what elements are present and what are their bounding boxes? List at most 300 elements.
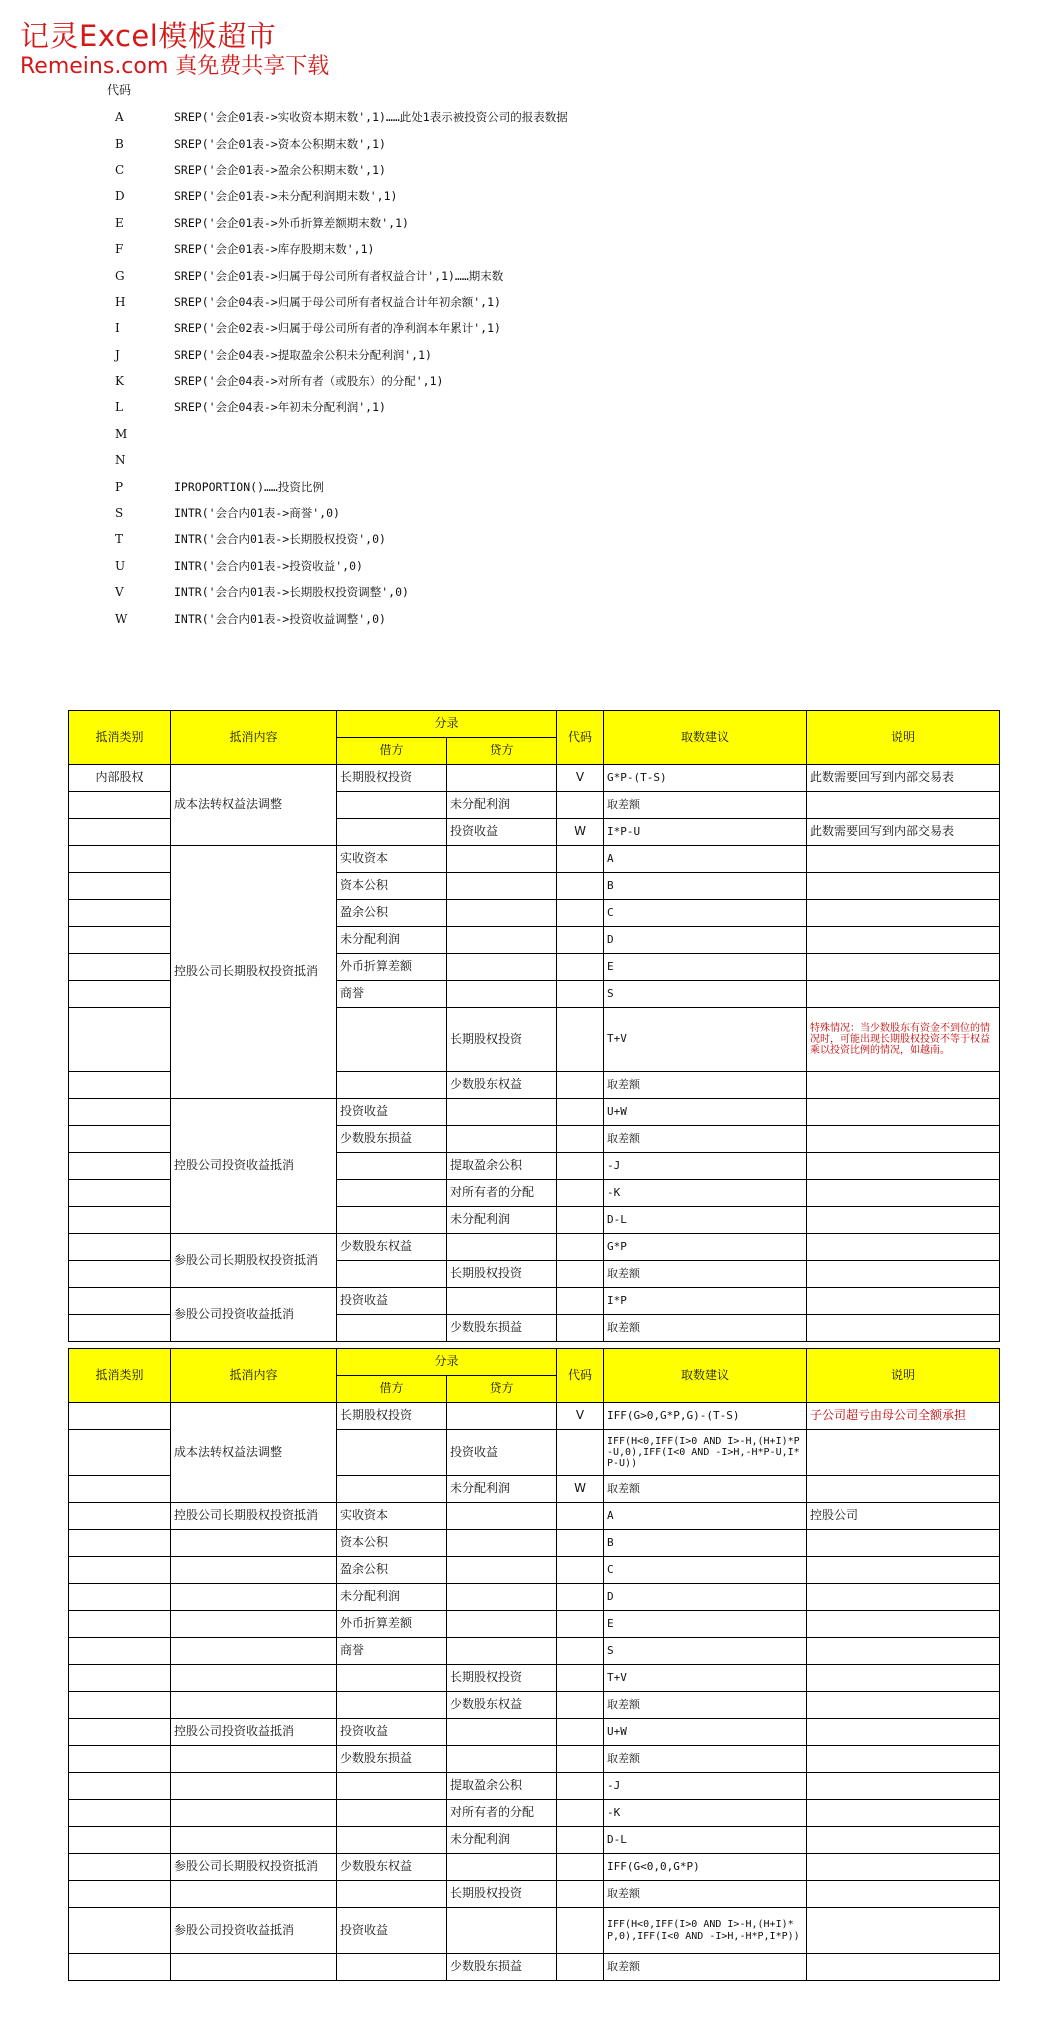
debit-cell: 少数股东权益: [337, 1854, 447, 1881]
credit-cell: [447, 954, 557, 981]
note-cell: [807, 1476, 1000, 1503]
note-cell: [807, 1638, 1000, 1665]
group-label: 参股公司投资收益抵消: [171, 1908, 337, 1954]
code-row: [115, 315, 568, 341]
group-label: 控股公司投资收益抵消: [171, 1099, 337, 1234]
code-key: L: [115, 400, 123, 415]
code-cell: V: [557, 765, 604, 792]
debit-cell: [337, 1773, 447, 1800]
code-formula: INTR('会合内01表->商誉',0): [174, 506, 340, 521]
code-key: B: [115, 136, 124, 151]
note-cell: 此数需要回写到内部交易表: [807, 765, 1000, 792]
debit-cell: [337, 1881, 447, 1908]
suggest-cell: 取差额: [604, 1954, 807, 1981]
suggest-cell: -K: [604, 1180, 807, 1207]
group-cell: [171, 1881, 337, 1908]
code-cell: [557, 846, 604, 873]
debit-cell: [337, 792, 447, 819]
header-suggest: 取数建议: [604, 1349, 807, 1403]
code-key: N: [115, 453, 126, 468]
code-cell: [557, 1072, 604, 1099]
header-credit: 贷方: [447, 1376, 557, 1403]
suggest-cell: U+W: [604, 1719, 807, 1746]
code-key: C: [115, 162, 125, 177]
debit-cell: [337, 1665, 447, 1692]
code-formula: INTR('会合内01表->投资收益调整',0): [174, 611, 386, 626]
code-cell: [557, 1908, 604, 1954]
category-cell: [69, 1315, 171, 1342]
suggest-cell: B: [604, 873, 807, 900]
credit-cell: 未分配利润: [447, 1827, 557, 1854]
category-cell: [69, 1008, 171, 1072]
code-row: [115, 289, 568, 315]
suggest-cell: A: [604, 846, 807, 873]
code-cell: [557, 1773, 604, 1800]
category-cell: [69, 873, 171, 900]
debit-cell: 盈余公积: [337, 900, 447, 927]
debit-cell: [337, 1692, 447, 1719]
code-cell: [557, 954, 604, 981]
code-cell: [557, 1288, 604, 1315]
code-formula: SREP('会企01表->归属于母公司所有者权益合计',1)……期末数: [174, 268, 504, 283]
code-formula: SREP('会企01表->实收资本期末数',1)……此处1表示被投资公司的报表数据: [174, 110, 568, 125]
header-code: 代码: [557, 1349, 604, 1403]
note-cell: [807, 846, 1000, 873]
code-cell: [557, 927, 604, 954]
group-label: 控股公司长期股权投资抵消: [171, 1503, 337, 1530]
code-cell: [557, 1692, 604, 1719]
code-cell: [557, 1584, 604, 1611]
code-formula: INTR('会合内01表->投资收益',0): [174, 558, 363, 573]
credit-cell: [447, 1126, 557, 1153]
code-cell: [557, 1180, 604, 1207]
code-cell: [557, 1530, 604, 1557]
code-key: P: [115, 479, 124, 494]
code-row: [115, 104, 568, 130]
debit-cell: 资本公积: [337, 1530, 447, 1557]
credit-cell: [447, 1611, 557, 1638]
code-cell: [557, 1207, 604, 1234]
credit-cell: 提取盈余公积: [447, 1153, 557, 1180]
suggest-cell: E: [604, 954, 807, 981]
code-key: V: [115, 585, 124, 600]
credit-cell: [447, 1530, 557, 1557]
debit-cell: 实收资本: [337, 846, 447, 873]
code-formula: SREP('会企04表->归属于母公司所有者权益合计年初余额',1): [174, 294, 501, 309]
category-cell: [69, 1954, 171, 1981]
code-cell: [557, 1611, 604, 1638]
code-row: [115, 579, 568, 605]
suggest-cell: E: [604, 1611, 807, 1638]
category-cell: [69, 1072, 171, 1099]
code-formula: IPROPORTION()……投资比例: [174, 479, 324, 494]
header-code: 代码: [557, 711, 604, 765]
debit-cell: [337, 1827, 447, 1854]
category-cell: [69, 1180, 171, 1207]
code-row: [115, 553, 568, 579]
code-row: [115, 183, 568, 209]
category-cell: [69, 927, 171, 954]
debit-cell: 投资收益: [337, 1719, 447, 1746]
category-cell: [69, 1692, 171, 1719]
debit-cell: 长期股权投资: [337, 765, 447, 792]
category-cell: [69, 1430, 171, 1476]
group-label: 成本法转权益法调整: [171, 1403, 337, 1503]
code-cell: [557, 1557, 604, 1584]
suggest-cell: B: [604, 1530, 807, 1557]
note-cell: [807, 1827, 1000, 1854]
group-cell: [171, 1954, 337, 1981]
credit-cell: [447, 1503, 557, 1530]
category-cell: [69, 1234, 171, 1261]
watermark-subtitle: Remeins.com 真免费共享下载: [20, 54, 330, 79]
code-cell: [557, 1503, 604, 1530]
credit-cell: [447, 873, 557, 900]
category-cell: [69, 1665, 171, 1692]
suggest-cell: U+W: [604, 1099, 807, 1126]
group-label: 参股公司长期股权投资抵消: [171, 1234, 337, 1288]
category-cell: [69, 954, 171, 981]
debit-cell: 实收资本: [337, 1503, 447, 1530]
suggest-cell: 取差额: [604, 1746, 807, 1773]
group-cell: [171, 1665, 337, 1692]
note-cell: [807, 1746, 1000, 1773]
code-cell: [557, 1665, 604, 1692]
code-cell: W: [557, 819, 604, 846]
code-cell: [557, 1234, 604, 1261]
debit-cell: [337, 1476, 447, 1503]
note-cell: [807, 1719, 1000, 1746]
suggest-cell: 取差额: [604, 1476, 807, 1503]
note-cell: [807, 1530, 1000, 1557]
debit-cell: 长期股权投资: [337, 1403, 447, 1430]
credit-cell: 对所有者的分配: [447, 1180, 557, 1207]
code-row: [115, 157, 568, 183]
credit-cell: [447, 1719, 557, 1746]
debit-cell: [337, 1008, 447, 1072]
debit-cell: 投资收益: [337, 1099, 447, 1126]
credit-cell: [447, 1584, 557, 1611]
debit-cell: [337, 1800, 447, 1827]
note-cell: [807, 1126, 1000, 1153]
code-row: [115, 210, 568, 236]
category-cell: [69, 1099, 171, 1126]
note-cell: [807, 981, 1000, 1008]
code-cell: V: [557, 1403, 604, 1430]
code-cell: [557, 1800, 604, 1827]
category-cell: [69, 1503, 171, 1530]
debit-cell: 商誉: [337, 1638, 447, 1665]
suggest-cell: 取差额: [604, 1881, 807, 1908]
credit-cell: 少数股东权益: [447, 1692, 557, 1719]
elimination-table-2: [68, 1348, 1000, 1981]
suggest-cell: C: [604, 1557, 807, 1584]
code-key: S: [115, 506, 124, 521]
credit-cell: 长期股权投资: [447, 1008, 557, 1072]
code-cell: [557, 1854, 604, 1881]
note-cell: [807, 1557, 1000, 1584]
header-type: 抵消类别: [69, 711, 171, 765]
group-cell: [171, 1611, 337, 1638]
watermark-title: 记灵Excel模板超市: [20, 19, 277, 53]
category-cell: [69, 1584, 171, 1611]
note-cell: [807, 1908, 1000, 1954]
debit-cell: 少数股东损益: [337, 1126, 447, 1153]
code-cell: [557, 900, 604, 927]
note-cell: [807, 1234, 1000, 1261]
note-cell: [807, 1773, 1000, 1800]
category-cell: [69, 1530, 171, 1557]
code-key: M: [115, 426, 128, 441]
suggest-cell: IFF(G<0,0,G*P): [604, 1854, 807, 1881]
category-cell: [69, 1126, 171, 1153]
suggest-cell: 取差额: [604, 792, 807, 819]
code-cell: [557, 1126, 604, 1153]
group-cell: [171, 1557, 337, 1584]
note-cell: [807, 1207, 1000, 1234]
credit-cell: 投资收益: [447, 1430, 557, 1476]
category-cell: [69, 846, 171, 873]
code-cell: [557, 1430, 604, 1476]
note-cell: 特殊情况：当少数股东有资金不到位的情况时，可能出现长期股权投资不等于权益乘以投资比例的情况，如越南。: [807, 1008, 1000, 1072]
credit-cell: 投资收益: [447, 819, 557, 846]
credit-cell: [447, 1908, 557, 1954]
credit-cell: [447, 1854, 557, 1881]
code-row: [115, 394, 568, 420]
credit-cell: 未分配利润: [447, 792, 557, 819]
credit-cell: [447, 846, 557, 873]
code-cell: W: [557, 1476, 604, 1503]
code-cell: [557, 1746, 604, 1773]
note-cell: [807, 1315, 1000, 1342]
code-row: [115, 421, 568, 447]
code-key: E: [115, 215, 124, 230]
note-cell: [807, 1881, 1000, 1908]
credit-cell: 长期股权投资: [447, 1261, 557, 1288]
code-row: [115, 236, 568, 262]
code-formula: INTR('会合内01表->长期股权投资调整',0): [174, 585, 409, 600]
group-label: 参股公司长期股权投资抵消: [171, 1854, 337, 1881]
code-formula: SREP('会企01表->外币折算差额期末数',1): [174, 215, 409, 230]
header-debit: 借方: [337, 1376, 447, 1403]
note-cell: 此数需要回写到内部交易表: [807, 819, 1000, 846]
code-cell: [557, 873, 604, 900]
code-formula: SREP('会企04表->年初未分配利润',1): [174, 400, 386, 415]
code-cell: [557, 1827, 604, 1854]
header-credit: 贷方: [447, 738, 557, 765]
debit-cell: [337, 1180, 447, 1207]
suggest-cell: -J: [604, 1153, 807, 1180]
suggest-cell: D-L: [604, 1827, 807, 1854]
code-key: U: [115, 558, 126, 573]
code-row: [115, 342, 568, 368]
credit-cell: 长期股权投资: [447, 1881, 557, 1908]
suggest-cell: 取差额: [604, 1126, 807, 1153]
suggest-cell: A: [604, 1503, 807, 1530]
note-cell: [807, 1430, 1000, 1476]
suggest-cell: G*P-(T-S): [604, 765, 807, 792]
group-cell: [171, 1692, 337, 1719]
debit-cell: [337, 1954, 447, 1981]
note-cell: [807, 1611, 1000, 1638]
suggest-cell: D: [604, 927, 807, 954]
category-cell: [69, 1153, 171, 1180]
code-row: [115, 605, 568, 631]
suggest-cell: S: [604, 1638, 807, 1665]
category-cell: [69, 1557, 171, 1584]
group-cell: [171, 1530, 337, 1557]
credit-cell: [447, 981, 557, 1008]
debit-cell: 外币折算差额: [337, 1611, 447, 1638]
note-cell: [807, 873, 1000, 900]
code-row: [115, 473, 568, 499]
debit-cell: 商誉: [337, 981, 447, 1008]
note-cell: [807, 900, 1000, 927]
category-cell: [69, 1638, 171, 1665]
code-row: [115, 526, 568, 552]
category-cell: [69, 1773, 171, 1800]
code-row: [115, 262, 568, 288]
code-cell: [557, 1638, 604, 1665]
category-cell: [69, 819, 171, 846]
credit-cell: [447, 1288, 557, 1315]
code-formula: SREP('会企02表->归属于母公司所有者的净利润本年累计',1): [174, 321, 501, 336]
category-cell: [69, 1800, 171, 1827]
suggest-cell: S: [604, 981, 807, 1008]
code-formula: SREP('会企01表->未分配利润期末数',1): [174, 189, 398, 204]
suggest-cell: IFF(G>0,G*P,G)-(T-S): [604, 1403, 807, 1430]
note-cell: 控股公司: [807, 1503, 1000, 1530]
code-key: W: [115, 611, 128, 626]
credit-cell: [447, 1638, 557, 1665]
debit-cell: 少数股东损益: [337, 1746, 447, 1773]
note-cell: [807, 1261, 1000, 1288]
credit-cell: 对所有者的分配: [447, 1800, 557, 1827]
category-cell: [69, 981, 171, 1008]
code-cell: [557, 1153, 604, 1180]
header-type: 抵消类别: [69, 1349, 171, 1403]
category-cell: [69, 1908, 171, 1954]
code-key: A: [115, 110, 124, 125]
suggest-cell: -K: [604, 1800, 807, 1827]
header-entry: 分录: [337, 711, 557, 738]
code-cell: [557, 1954, 604, 1981]
code-cell: [557, 1315, 604, 1342]
code-cell: [557, 1008, 604, 1072]
note-cell: [807, 927, 1000, 954]
note-cell: 子公司超亏由母公司全额承担: [807, 1403, 1000, 1430]
group-cell: [171, 1827, 337, 1854]
group-cell: [171, 1638, 337, 1665]
credit-cell: 少数股东损益: [447, 1954, 557, 1981]
credit-cell: 少数股东损益: [447, 1315, 557, 1342]
category-cell: [69, 900, 171, 927]
code-row: [115, 368, 568, 394]
suggest-cell: D-L: [604, 1207, 807, 1234]
group-cell: [171, 1746, 337, 1773]
code-key: T: [115, 532, 124, 547]
suggest-cell: IFF(H<0,IFF(I>0 AND I>-H,(H+I)*P-U,0),IFF(I<0 AND -I>H,-H*P-U,I*P-U)): [604, 1430, 807, 1476]
suggest-cell: IFF(H<0,IFF(I>0 AND I>-H,(H+I)*P,0),IFF(I<0 AND -I>H,-H*P,I*P)): [604, 1908, 807, 1954]
debit-cell: [337, 1072, 447, 1099]
suggest-cell: 取差额: [604, 1261, 807, 1288]
credit-cell: [447, 900, 557, 927]
note-cell: [807, 792, 1000, 819]
code-key: J: [115, 347, 120, 362]
code-row: [115, 500, 568, 526]
code-formula: SREP('会企01表->库存股期末数',1): [174, 242, 375, 257]
code-cell: [557, 1261, 604, 1288]
credit-cell: 提取盈余公积: [447, 1773, 557, 1800]
debit-cell: 投资收益: [337, 1908, 447, 1954]
suggest-cell: 取差额: [604, 1315, 807, 1342]
group-cell: [171, 1584, 337, 1611]
code-cell: [557, 1881, 604, 1908]
header-debit: 借方: [337, 738, 447, 765]
note-cell: [807, 1153, 1000, 1180]
debit-cell: [337, 1153, 447, 1180]
debit-cell: [337, 1261, 447, 1288]
header-suggest: 取数建议: [604, 711, 807, 765]
credit-cell: [447, 927, 557, 954]
credit-cell: 未分配利润: [447, 1207, 557, 1234]
debit-cell: 少数股东权益: [337, 1234, 447, 1261]
suggest-cell: T+V: [604, 1008, 807, 1072]
note-cell: [807, 954, 1000, 981]
code-key: G: [115, 268, 125, 283]
header-note: 说明: [807, 1349, 1000, 1403]
code-key: F: [115, 242, 124, 257]
category-cell: [69, 1719, 171, 1746]
category-cell: [69, 1261, 171, 1288]
note-cell: [807, 1180, 1000, 1207]
suggest-cell: D: [604, 1584, 807, 1611]
note-cell: [807, 1099, 1000, 1126]
header-entry: 分录: [337, 1349, 557, 1376]
category-cell: [69, 1881, 171, 1908]
debit-cell: [337, 1430, 447, 1476]
note-cell: [807, 1854, 1000, 1881]
suggest-cell: -J: [604, 1773, 807, 1800]
credit-cell: [447, 1746, 557, 1773]
debit-cell: 未分配利润: [337, 927, 447, 954]
suggest-cell: I*P: [604, 1288, 807, 1315]
code-formula: SREP('会企04表->提取盈余公积未分配利润',1): [174, 347, 432, 362]
header-note: 说明: [807, 711, 1000, 765]
debit-cell: [337, 1207, 447, 1234]
code-formula: INTR('会合内01表->长期股权投资',0): [174, 532, 386, 547]
category-cell: 内部股权: [69, 765, 171, 792]
code-list: [115, 104, 568, 632]
group-label: 控股公司长期股权投资抵消: [171, 846, 337, 1099]
group-label: 控股公司投资收益抵消: [171, 1719, 337, 1746]
code-cell: [557, 792, 604, 819]
credit-cell: [447, 1403, 557, 1430]
code-row: [115, 130, 568, 156]
credit-cell: 长期股权投资: [447, 1665, 557, 1692]
note-cell: [807, 1954, 1000, 1981]
note-cell: [807, 1288, 1000, 1315]
debit-cell: 未分配利润: [337, 1584, 447, 1611]
category-cell: [69, 792, 171, 819]
code-formula: SREP('会企01表->盈余公积期末数',1): [174, 162, 386, 177]
category-cell: [69, 1746, 171, 1773]
code-formula: SREP('会企01表->资本公积期末数',1): [174, 136, 386, 151]
code-cell: [557, 1719, 604, 1746]
suggest-cell: 取差额: [604, 1692, 807, 1719]
category-cell: [69, 1403, 171, 1430]
header-content: 抵消内容: [171, 1349, 337, 1403]
